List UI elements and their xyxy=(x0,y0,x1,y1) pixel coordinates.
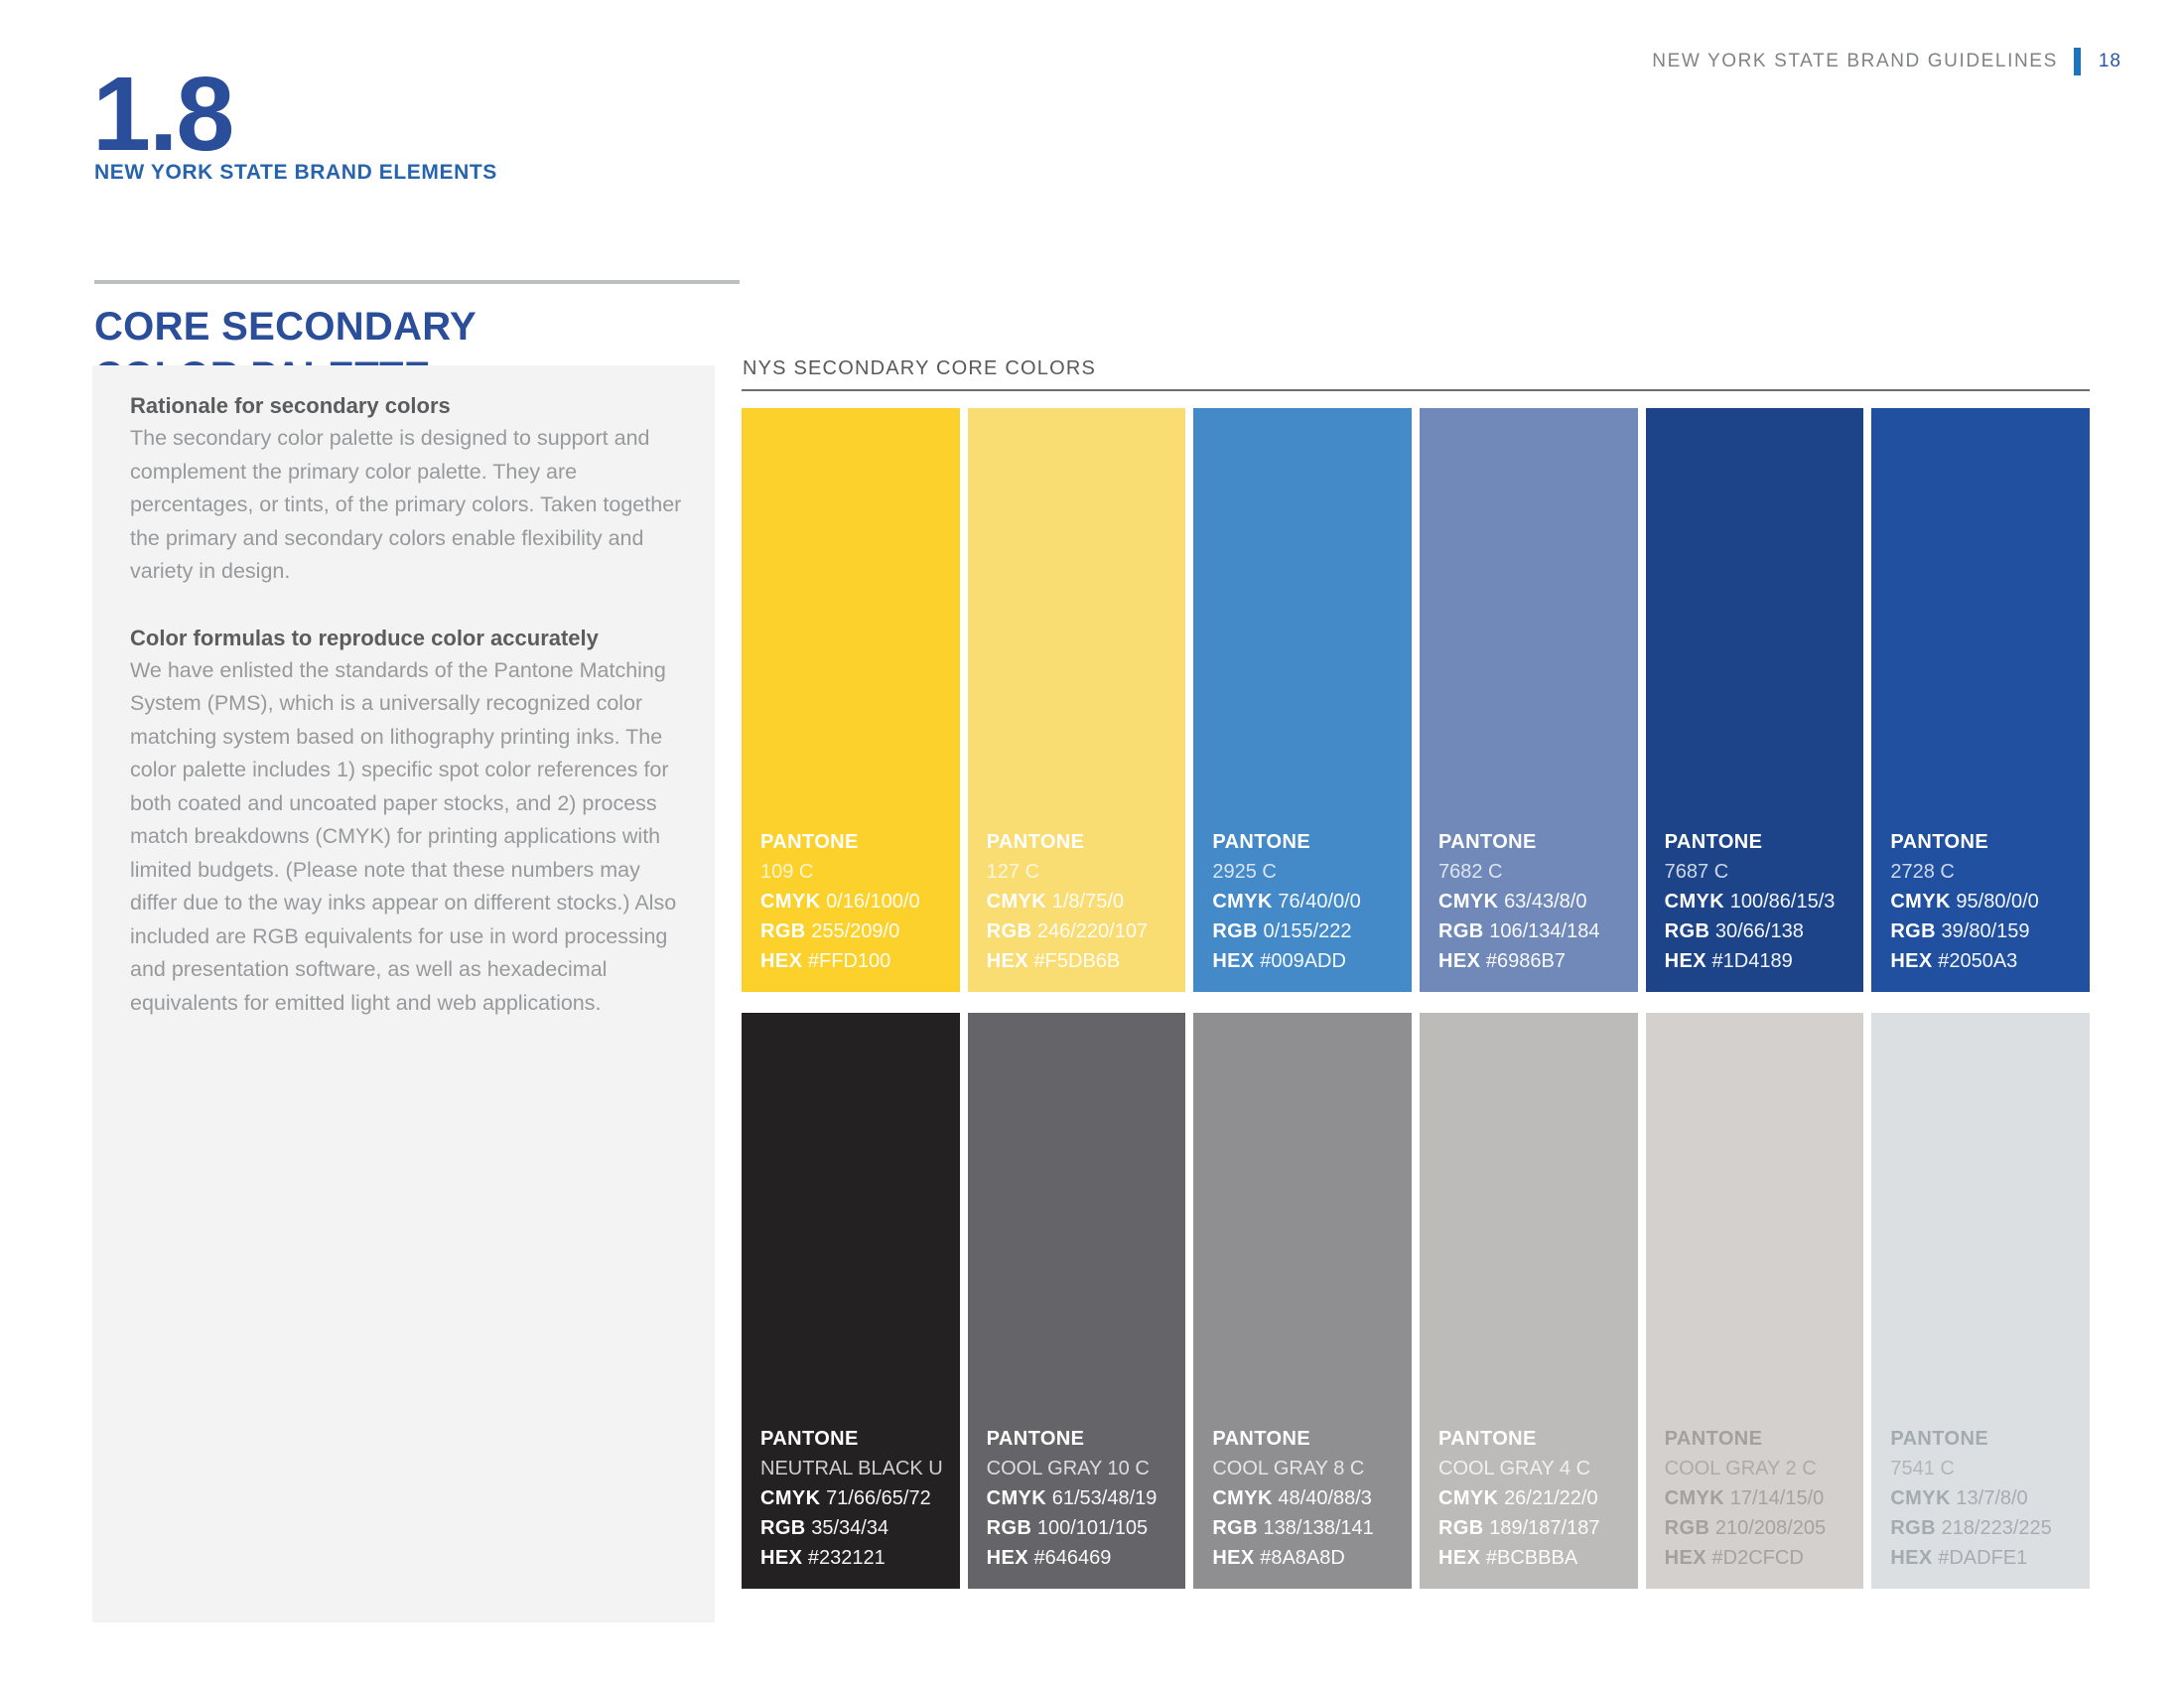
cmyk-line: CMYK 71/66/65/72 xyxy=(760,1487,931,1509)
color-swatch xyxy=(1420,1013,1638,1589)
pantone-label: PANTONE xyxy=(1890,1428,1989,1450)
color-swatch xyxy=(968,1013,1186,1589)
color-swatch xyxy=(1193,408,1412,992)
cmyk-line: CMYK 95/80/0/0 xyxy=(1890,891,2039,913)
palette-divider-rule xyxy=(742,389,2090,391)
page-title-line1: CORE SECONDARY xyxy=(94,305,477,349)
rgb-line: RGB 255/209/0 xyxy=(760,920,900,942)
swatch-info xyxy=(760,827,920,976)
rationale-panel xyxy=(92,365,715,1622)
pantone-label: PANTONE xyxy=(760,831,859,853)
pantone-name: 7687 C xyxy=(1664,861,1729,883)
hex-line: HEX #6986B7 xyxy=(1438,950,1566,972)
pantone-name: 109 C xyxy=(760,861,814,883)
pantone-label: PANTONE xyxy=(1890,831,1989,853)
cmyk-line: CMYK 0/16/100/0 xyxy=(760,891,920,913)
rgb-line: RGB 39/80/159 xyxy=(1890,920,2030,942)
document-title: NEW YORK STATE BRAND GUIDELINES xyxy=(1652,51,2058,71)
cmyk-line: CMYK 17/14/15/0 xyxy=(1664,1487,1825,1509)
cmyk-line: CMYK 100/86/15/3 xyxy=(1664,891,1836,913)
color-swatch-grid xyxy=(742,408,2090,1589)
rgb-line: RGB 189/187/187 xyxy=(1438,1517,1600,1539)
cmyk-line: CMYK 26/21/22/0 xyxy=(1438,1487,1598,1509)
cmyk-line: CMYK 61/53/48/19 xyxy=(986,1487,1158,1509)
color-swatch xyxy=(1193,1013,1412,1589)
rationale-heading: Rationale for secondary colors xyxy=(130,393,451,418)
pantone-name: COOL GRAY 10 C xyxy=(986,1458,1150,1479)
hex-line: HEX #DADFE1 xyxy=(1890,1547,2028,1569)
cmyk-line: CMYK 63/43/8/0 xyxy=(1438,891,1587,913)
hex-line: HEX #FFD100 xyxy=(760,950,891,972)
pantone-label: PANTONE xyxy=(1438,1428,1537,1450)
pantone-name: COOL GRAY 2 C xyxy=(1664,1458,1817,1479)
pantone-name: 7541 C xyxy=(1890,1458,1955,1479)
cmyk-line: CMYK 1/8/75/0 xyxy=(986,891,1125,913)
pantone-name: 127 C xyxy=(986,861,1040,883)
rgb-line: RGB 100/101/105 xyxy=(986,1517,1149,1539)
color-formulas-paragraph: We have enlisted the standards of the Pantone Matching System (PMS), which is a universally recognized color matching system based on lithography printing inks. The color palette includes 1) specific spot color references for both coated and uncoated paper stocks, and 2) process match breakdowns (CMYK) for printing applications with limited budgets. (Please note that these numbers may differ due to the way inks appear on different stocks.) Also included are RGB equivalents for use in word processing and presentation software, as well as hexadecimal equivalents for emitted light and web applications. xyxy=(130,657,677,1015)
swatch-info xyxy=(1438,1424,1599,1573)
rgb-line: RGB 218/223/225 xyxy=(1890,1517,2052,1539)
pantone-label: PANTONE xyxy=(1664,1428,1763,1450)
swatch-info xyxy=(1890,1424,2051,1573)
hex-line: HEX #232121 xyxy=(760,1547,886,1569)
color-swatch xyxy=(1646,408,1864,992)
swatch-info xyxy=(1212,1424,1373,1573)
pantone-name: 2925 C xyxy=(1212,861,1277,883)
pantone-label: PANTONE xyxy=(760,1428,859,1450)
rgb-line: RGB 246/220/107 xyxy=(986,920,1149,942)
hex-line: HEX #D2CFCD xyxy=(1664,1547,1804,1569)
cmyk-line: CMYK 48/40/88/3 xyxy=(1212,1487,1372,1509)
hex-line: HEX #1D4189 xyxy=(1664,950,1793,972)
swatch-info xyxy=(1665,1424,1826,1573)
color-swatch xyxy=(1871,408,2090,992)
header-accent-bar xyxy=(2074,48,2081,75)
swatch-info xyxy=(987,827,1148,976)
swatch-info xyxy=(1212,827,1360,976)
color-swatch xyxy=(968,408,1186,992)
rgb-line: RGB 138/138/141 xyxy=(1212,1517,1374,1539)
swatch-info xyxy=(1438,827,1599,976)
rgb-line: RGB 210/208/205 xyxy=(1664,1517,1827,1539)
rgb-line: RGB 106/134/184 xyxy=(1438,920,1600,942)
color-swatch xyxy=(1646,1013,1864,1589)
swatch-info xyxy=(760,1424,943,1573)
pantone-name: 2728 C xyxy=(1890,861,1955,883)
pantone-name: NEUTRAL BLACK U xyxy=(760,1458,943,1479)
color-swatch xyxy=(1871,1013,2090,1589)
section-divider-rule xyxy=(94,280,740,284)
cmyk-line: CMYK 13/7/8/0 xyxy=(1890,1487,2028,1509)
page-number: 18 xyxy=(2098,51,2121,71)
hex-line: HEX #2050A3 xyxy=(1890,950,2018,972)
pantone-name: COOL GRAY 8 C xyxy=(1212,1458,1365,1479)
rationale-paragraph: The secondary color palette is designed to support and complement the primary color palette. They are percentages, or tints, of the primary colors. Taken together the primary and secondary colors enable flexibility and variety in design. xyxy=(130,426,682,583)
color-formulas-heading: Color formulas to reproduce color accurately xyxy=(130,625,599,650)
pantone-label: PANTONE xyxy=(1438,831,1537,853)
color-swatch xyxy=(742,408,960,992)
rgb-line: RGB 35/34/34 xyxy=(760,1517,889,1539)
swatch-info xyxy=(1665,827,1836,976)
pantone-label: PANTONE xyxy=(986,1428,1085,1450)
color-swatch xyxy=(742,1013,960,1589)
swatch-info xyxy=(1890,827,2038,976)
color-swatch xyxy=(1420,408,1638,992)
cmyk-line: CMYK 76/40/0/0 xyxy=(1212,891,1361,913)
hex-line: HEX #BCBBBA xyxy=(1438,1547,1578,1569)
rgb-line: RGB 30/66/138 xyxy=(1664,920,1804,942)
pantone-label: PANTONE xyxy=(1212,831,1311,853)
hex-line: HEX #009ADD xyxy=(1212,950,1346,972)
hex-line: HEX #646469 xyxy=(986,1547,1112,1569)
hex-line: HEX #F5DB6B xyxy=(986,950,1121,972)
pantone-label: PANTONE xyxy=(1664,831,1763,853)
pantone-label: PANTONE xyxy=(986,831,1085,853)
section-eyebrow: NEW YORK STATE BRAND ELEMENTS xyxy=(94,161,497,184)
section-number: 1.8 xyxy=(92,56,233,173)
running-header xyxy=(1652,46,2121,77)
pantone-name: COOL GRAY 4 C xyxy=(1438,1458,1591,1479)
palette-section-label: NYS SECONDARY CORE COLORS xyxy=(743,357,1097,379)
rgb-line: RGB 0/155/222 xyxy=(1212,920,1352,942)
swatch-info xyxy=(987,1424,1158,1573)
pantone-label: PANTONE xyxy=(1212,1428,1311,1450)
hex-line: HEX #8A8A8D xyxy=(1212,1547,1345,1569)
pantone-name: 7682 C xyxy=(1438,861,1503,883)
